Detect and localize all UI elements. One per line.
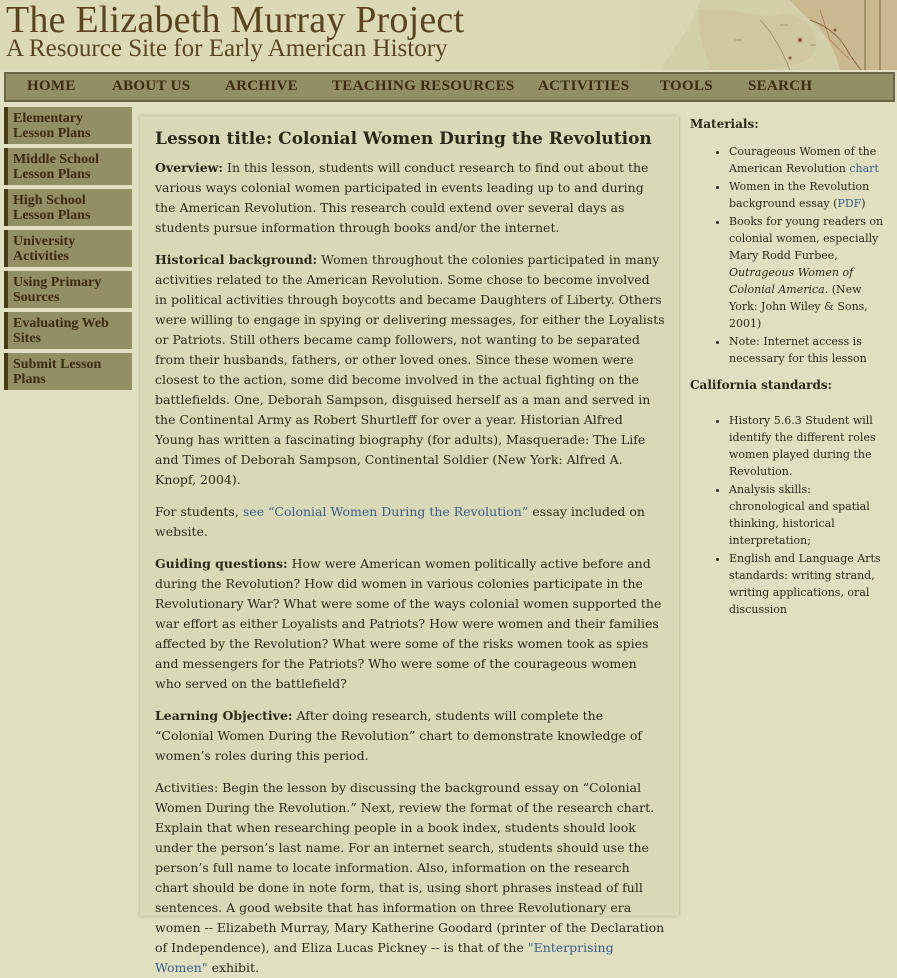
sidebar-item-elementary-lesson-plans[interactable] [4,107,132,144]
overview-text: In this lesson, students will conduct research to find out about the various ways colonial women participated in events leading up to and during the American Revolution. This research could extend over several days as students pursue information through books and/or the internet. [155,160,649,235]
sidebar-item-label: University [13,234,76,249]
list-item [729,143,890,177]
map-decoration-image [640,0,897,70]
standards-heading: California standards: [690,378,833,392]
guiding-questions-paragraph [155,554,665,694]
right-column [690,116,890,628]
background-text: Women throughout the colonies participated in many activities related to the American Revolution. Some chose to become involved in political activities through boycotts and became Daughters of Liberty. Others were willing to engage in spying or delivering messages, for either the Loyalists or Patriots. Still others became camp followers, not wanting to be separated from their husbands, fathers, or other loved ones. Since these women were closest to the action, some did become involved in the actual fighting on the battlefields. One, Deborah Sampson, disguised herself as a man and served in the Continental Army as Robert Shurtleff for over a year. Historian Alfred Young has written a fascinating biography (for adults), Masquerade: The Life and Times of Deborah Sampson, Continental Soldier (New York: Alfred A. Knopf, 2004). [155,252,665,487]
sidebar-item-label: Sites [13,331,41,346]
nav-tools[interactable]: TOOLS [660,78,713,94]
materials-heading: Materials: [690,117,759,131]
sidebar-item-label: High School [13,193,86,208]
sidebar-item-label: Middle School [13,152,99,167]
nav-activities[interactable]: ACTIVITIES [538,78,630,94]
sidebar-item-label: Using Primary [13,275,102,290]
sidebar-item-high-school-lesson-plans[interactable] [4,189,132,226]
list-item: • History 5.6.3 Student will identify the different roles women played during the Revolution. [729,412,890,480]
students-paragraph [155,502,665,542]
learning-objective-paragraph [155,706,665,766]
sidebar-item-label: Evaluating Web [13,316,109,331]
sidebar-item-label: Sources [13,290,60,305]
guiding-text: How were American women politically active before and during the Revolution? How did women in various colonies participate in the Revolutionary War? What were some of the ways colonial women supported the war effort as either Loyalists and Patriots? How were women and their families affected by the Revolution? What were some of the risks women took as spies and messengers for the Patriots? Who were some of the courageous women who served on the battlefield? [155,556,662,691]
list-item: • Analysis skills: chronological and spatial thinking, historical interpretation; [729,481,890,549]
material-text: Books for young readers on colonial women, especially Mary Rodd Furbee, [729,215,884,262]
background-paragraph [155,250,665,490]
students-prefix: For students, [155,504,239,519]
activities-text: Activities: Begin the lesson by discussing the background essay on “Colonial Women During the Revolution.” Next, review the format of the research chart. Explain that when researching people in a book index, students should look under the person’s last name. For an internet search, students should use the person’s full name to locate information. Also, information on the research chart should be done in note form, that is, using short phrases instead of full sentences. A good website that has information on three Revolutionary era women -- Elizabeth Murray, Mary Katherine Goodard (printer of the Declaration of Independence), and Eliza Lucas Pickney -- is that of the [155,780,665,955]
objective-label: Learning Objective: [155,708,293,723]
nav-about-us[interactable]: ABOUT US [112,78,191,94]
sidebar-item-label: Lesson Plans [13,126,91,141]
sidebar [4,107,132,394]
colonial-women-essay-link[interactable]: see “Colonial Women During the Revolution” [242,504,529,519]
students-suffix: essay included on website. [155,504,645,539]
sidebar-item-middle-school-lesson-plans[interactable] [4,148,132,185]
activities-suffix: exhibit. [211,960,260,975]
standards-list [690,412,890,618]
overview-paragraph [155,158,665,238]
sidebar-item-label: Activities [13,249,69,264]
material-text: (New York: John Wiley & Sons, 2001) [729,283,868,330]
chart-link[interactable]: chart [849,162,879,175]
sidebar-item-label: Lesson Plans [13,167,91,182]
nav-home[interactable]: HOME [27,78,76,94]
sidebar-item-university-activities[interactable] [4,230,132,267]
site-header [0,0,897,70]
overview-label: Overview: [155,160,224,175]
material-text: Note: Internet access is necessary for this lesson [729,335,867,365]
site-title[interactable]: The Elizabeth Murray Project [6,0,465,41]
materials-list [690,143,890,367]
lesson-title: Lesson title: Colonial Women During the Revolution [155,129,652,149]
guiding-label: Guiding questions: [155,556,288,571]
list-item [729,213,890,332]
pdf-link[interactable]: PDF [837,197,862,210]
enterprising-women-link[interactable]: "Enterprising Women" [155,940,614,975]
lesson-content [140,116,679,975]
main-nav [4,72,895,102]
book-title: Outrageous Women of Colonial America. [729,266,854,296]
material-text: Courageous Women of the American Revolution [729,145,877,175]
sidebar-item-label: Submit Lesson [13,357,102,372]
nav-archive[interactable]: ARCHIVE [225,78,298,94]
background-label: Historical background: [155,252,318,267]
sidebar-item-label: Elementary [13,111,83,126]
material-text: ) [861,197,866,210]
sidebar-item-submit-lesson-plans[interactable] [4,353,132,390]
list-item: • English and Language Arts standards: writing strand, writing applications, oral discussion [729,550,890,618]
sidebar-item-label: Lesson Plans [13,208,91,223]
sidebar-item-using-primary-sources[interactable] [4,271,132,308]
nav-search[interactable]: SEARCH [748,78,813,94]
list-item: • Women in the Revolution background essay (PDF) [729,178,890,212]
objective-text: After doing research, students will complete the “Colonial Women During the Revolution” chart to demonstrate knowledge of women’s roles during this period. [155,708,643,763]
site-subtitle: A Resource Site for Early American History [6,35,448,62]
nav-teaching-resources[interactable]: TEACHING RESOURCES [332,78,515,94]
sidebar-item-label: Plans [13,372,46,387]
activities-paragraph [155,778,665,978]
list-item [729,333,890,367]
sidebar-item-evaluating-web-sites[interactable] [4,312,132,349]
material-text: Women in the Revolution background essay [729,180,870,210]
